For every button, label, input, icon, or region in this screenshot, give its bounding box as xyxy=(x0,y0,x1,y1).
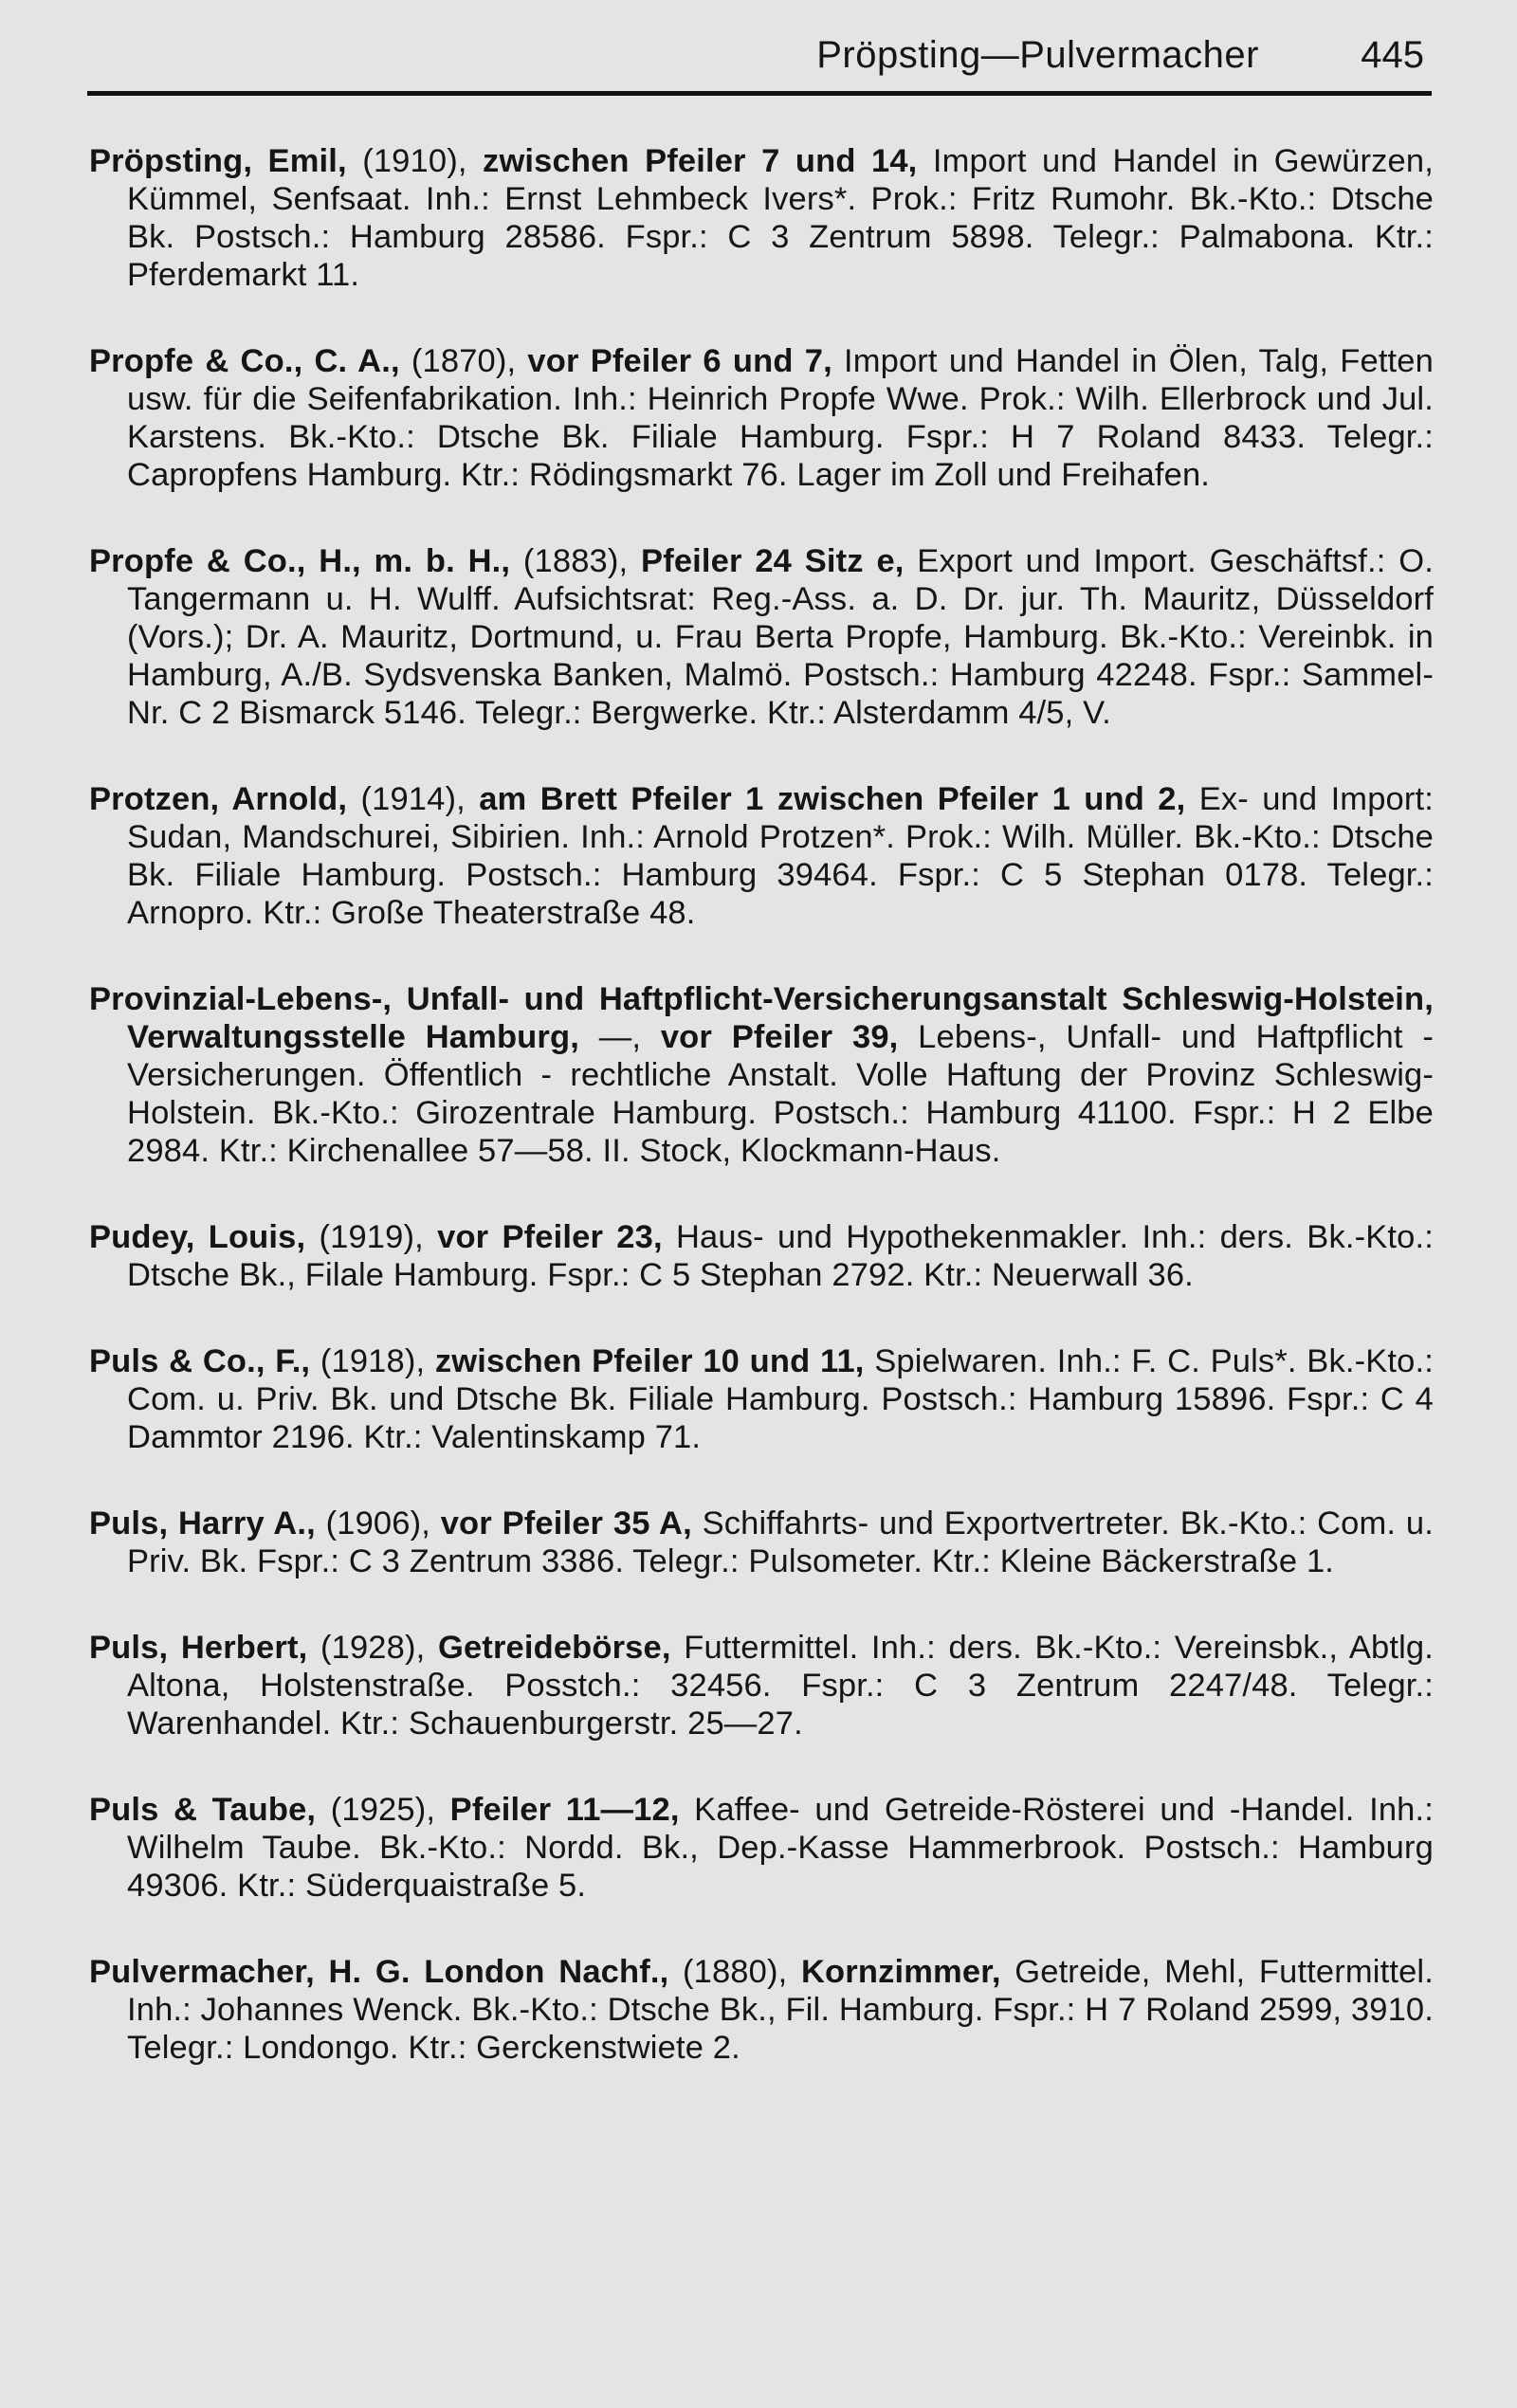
entry-name: Puls, Herbert, xyxy=(89,1630,308,1666)
entry-year: (1870), xyxy=(411,343,517,379)
entry-details: Spielwaren. Inh.: F. C. Puls*. Bk.-Kto.: Com. u. Priv. Bk. und Dtsche Bk. Filiale Hamburg. Postsch.: Hamburg 15896. Fspr.: C 4 Dammtor 2196. Ktr.: Valentinskamp 71. xyxy=(127,1343,1434,1455)
entry-name: Puls, Harry A., xyxy=(89,1505,316,1541)
directory-entry xyxy=(89,1791,1434,1905)
entry-location: vor Pfeiler 23, xyxy=(437,1219,663,1255)
entry-name: Puls & Co., F., xyxy=(89,1343,311,1379)
entry-year: (1910), xyxy=(362,143,467,179)
entry-name: Pulvermacher, H. G. London Nachf., xyxy=(89,1954,669,1990)
entry-year: (1925), xyxy=(330,1792,436,1828)
directory-entry xyxy=(89,980,1434,1170)
entry-details: Kaffee- und Getreide-Rösterei und -Handel. Inh.: Wilhelm Taube. Bk.-Kto.: Nordd. Bk., Dep.-Kasse Hammerbrook. Postsch.: Hamburg 49306. Ktr.: Süderquaistraße 5. xyxy=(127,1792,1434,1904)
directory-entry xyxy=(89,1342,1434,1456)
entry-details: Getreide, Mehl, Futtermittel. Inh.: Johannes Wenck. Bk.-Kto.: Dtsche Bk., Fil. Hamburg. Fspr.: H 7 Roland 2599, 3910. Telegr.: Londongo. Ktr.: Gerckenstwiete 2. xyxy=(127,1954,1434,2066)
entry-details: Schiffahrts- und Exportvertreter. Bk.-Kto.: Com. u. Priv. Bk. Fspr.: C 3 Zentrum 3386. Telegr.: Pulsometer. Ktr.: Kleine Bäckerstraße 1. xyxy=(127,1505,1434,1579)
entry-name: Protzen, Arnold, xyxy=(89,781,348,817)
directory-entries xyxy=(89,142,1434,2115)
entry-details: Export und Import. Geschäftsf.: O. Tangermann u. H. Wulff. Aufsichtsrat: Reg.-Ass. a. D. Dr. jur. Th. Mauritz, Düsseldorf (Vors.); Dr. A. Mauritz, Dortmund, u. Frau Berta Propfe, Hamburg. Bk.-Kto.: Vereinbk. in Hamburg, A./B. Sydsvenska Banken, Malmö. Postsch.: Hamburg 42248. Fspr.: Sammel-Nr. C 2 Bismarck 5146. Telegr.: Bergwerke. Ktr.: Alsterdamm 4/5, V. xyxy=(127,543,1434,731)
entry-location: zwischen Pfeiler 7 und 14, xyxy=(483,143,918,179)
entry-details: Import und Handel in Ölen, Talg, Fetten usw. für die Seifenfabrikation. Inh.: Heinrich Propfe Wwe. Prok.: Wilh. Ellerbrock und Jul. Karstens. Bk.-Kto.: Dtsche Bk. Filiale Hamburg. Fspr.: H 7 Roland 8433. Telegr.: Capropfens Hamburg. Ktr.: Rödingsmarkt 76. Lager im Zoll und Freihafen. xyxy=(127,343,1434,493)
entry-year: (1928), xyxy=(320,1630,426,1666)
entry-location: Getreidebörse, xyxy=(437,1630,671,1666)
entry-year: —, xyxy=(598,1019,642,1055)
directory-entry xyxy=(89,342,1434,494)
entry-location: Pfeiler 24 Sitz e, xyxy=(641,543,905,579)
directory-entry xyxy=(89,1953,1434,2067)
directory-entry xyxy=(89,1505,1434,1580)
entry-name: Propfe & Co., H., m. b. H., xyxy=(89,543,511,579)
entry-location: vor Pfeiler 39, xyxy=(660,1019,899,1055)
entry-year: (1906), xyxy=(325,1505,430,1541)
entry-name: Pudey, Louis, xyxy=(89,1219,306,1255)
entry-location: vor Pfeiler 35 A, xyxy=(440,1505,692,1541)
entry-name: Pröpsting, Emil, xyxy=(89,143,347,179)
directory-entry xyxy=(89,142,1434,294)
entry-location: am Brett Pfeiler 1 zwischen Pfeiler 1 und 2, xyxy=(479,781,1186,817)
directory-entry xyxy=(89,542,1434,732)
entry-details: Import und Handel in Gewürzen, Kümmel, Senfsaat. Inh.: Ernst Lehmbeck Ivers*. Prok.: Fritz Rumohr. Bk.-Kto.: Dtsche Bk. Postsch.: Hamburg 28586. Fspr.: C 3 Zentrum 5898. Telegr.: Palmabona. Ktr.: Pferdemarkt 11. xyxy=(127,143,1434,293)
page-number: 445 xyxy=(1361,34,1424,76)
entry-details: Lebens-, Unfall- und Haftpflicht - Versicherungen. Öffentlich - rechtliche Anstalt. Volle Haftung der Provinz Schleswig-Holstein. Bk.-Kto.: Girozentrale Hamburg. Postsch.: Hamburg 41100. Fspr.: H 2 Elbe 2984. Ktr.: Kirchenallee 57—58. II. Stock, Klockmann-Haus. xyxy=(127,1019,1434,1169)
directory-entry xyxy=(89,1629,1434,1742)
directory-entry xyxy=(89,780,1434,932)
entry-year: (1919), xyxy=(319,1219,424,1255)
entry-year: (1914), xyxy=(360,781,466,817)
entry-location: Kornzimmer, xyxy=(800,1954,1001,1990)
running-title: Pröpsting—Pulvermacher xyxy=(816,34,1259,76)
entry-location: vor Pfeiler 6 und 7, xyxy=(527,343,832,379)
entry-name: Propfe & Co., C. A., xyxy=(89,343,400,379)
entry-details: Haus- und Hypothekenmakler. Inh.: ders. Bk.-Kto.: Dtsche Bk., Filale Hamburg. Fspr.: C 5 Stephan 2792. Ktr.: Neuerwall 36. xyxy=(127,1219,1434,1293)
entry-name: Puls & Taube, xyxy=(89,1792,317,1828)
page-header xyxy=(87,32,1432,96)
entry-location: zwischen Pfeiler 10 und 11, xyxy=(434,1343,865,1379)
entry-location: Pfeiler 11—12, xyxy=(449,1792,680,1828)
entry-year: (1883), xyxy=(522,543,629,579)
entry-details: Ex- und Import: Sudan, Mandschurei, Sibirien. Inh.: Arnold Protzen*. Prok.: Wilh. Müller. Bk.-Kto.: Dtsche Bk. Filiale Hamburg. Postsch.: Hamburg 39464. Fspr.: C 5 Stephan 0178. Telegr.: Arnopro. Ktr.: Große Theaterstraße 48. xyxy=(127,781,1434,931)
entry-year: (1918), xyxy=(320,1343,426,1379)
entry-name: Provinzial-Lebens-, Unfall- und Haftpflicht-Versicherungsanstalt Schleswig-Holstein, Verwaltungsstelle Hamburg, xyxy=(89,981,1434,1055)
directory-entry xyxy=(89,1218,1434,1294)
entry-details: Futtermittel. Inh.: ders. Bk.-Kto.: Vereinsbk., Abtlg. Altona, Holstenstraße. Posstch.: 32456. Fspr.: C 3 Zentrum 2247/48. Telegr.: Warenhandel. Ktr.: Schauenburgerstr. 25—27. xyxy=(127,1630,1434,1742)
entry-year: (1880), xyxy=(682,1954,788,1990)
